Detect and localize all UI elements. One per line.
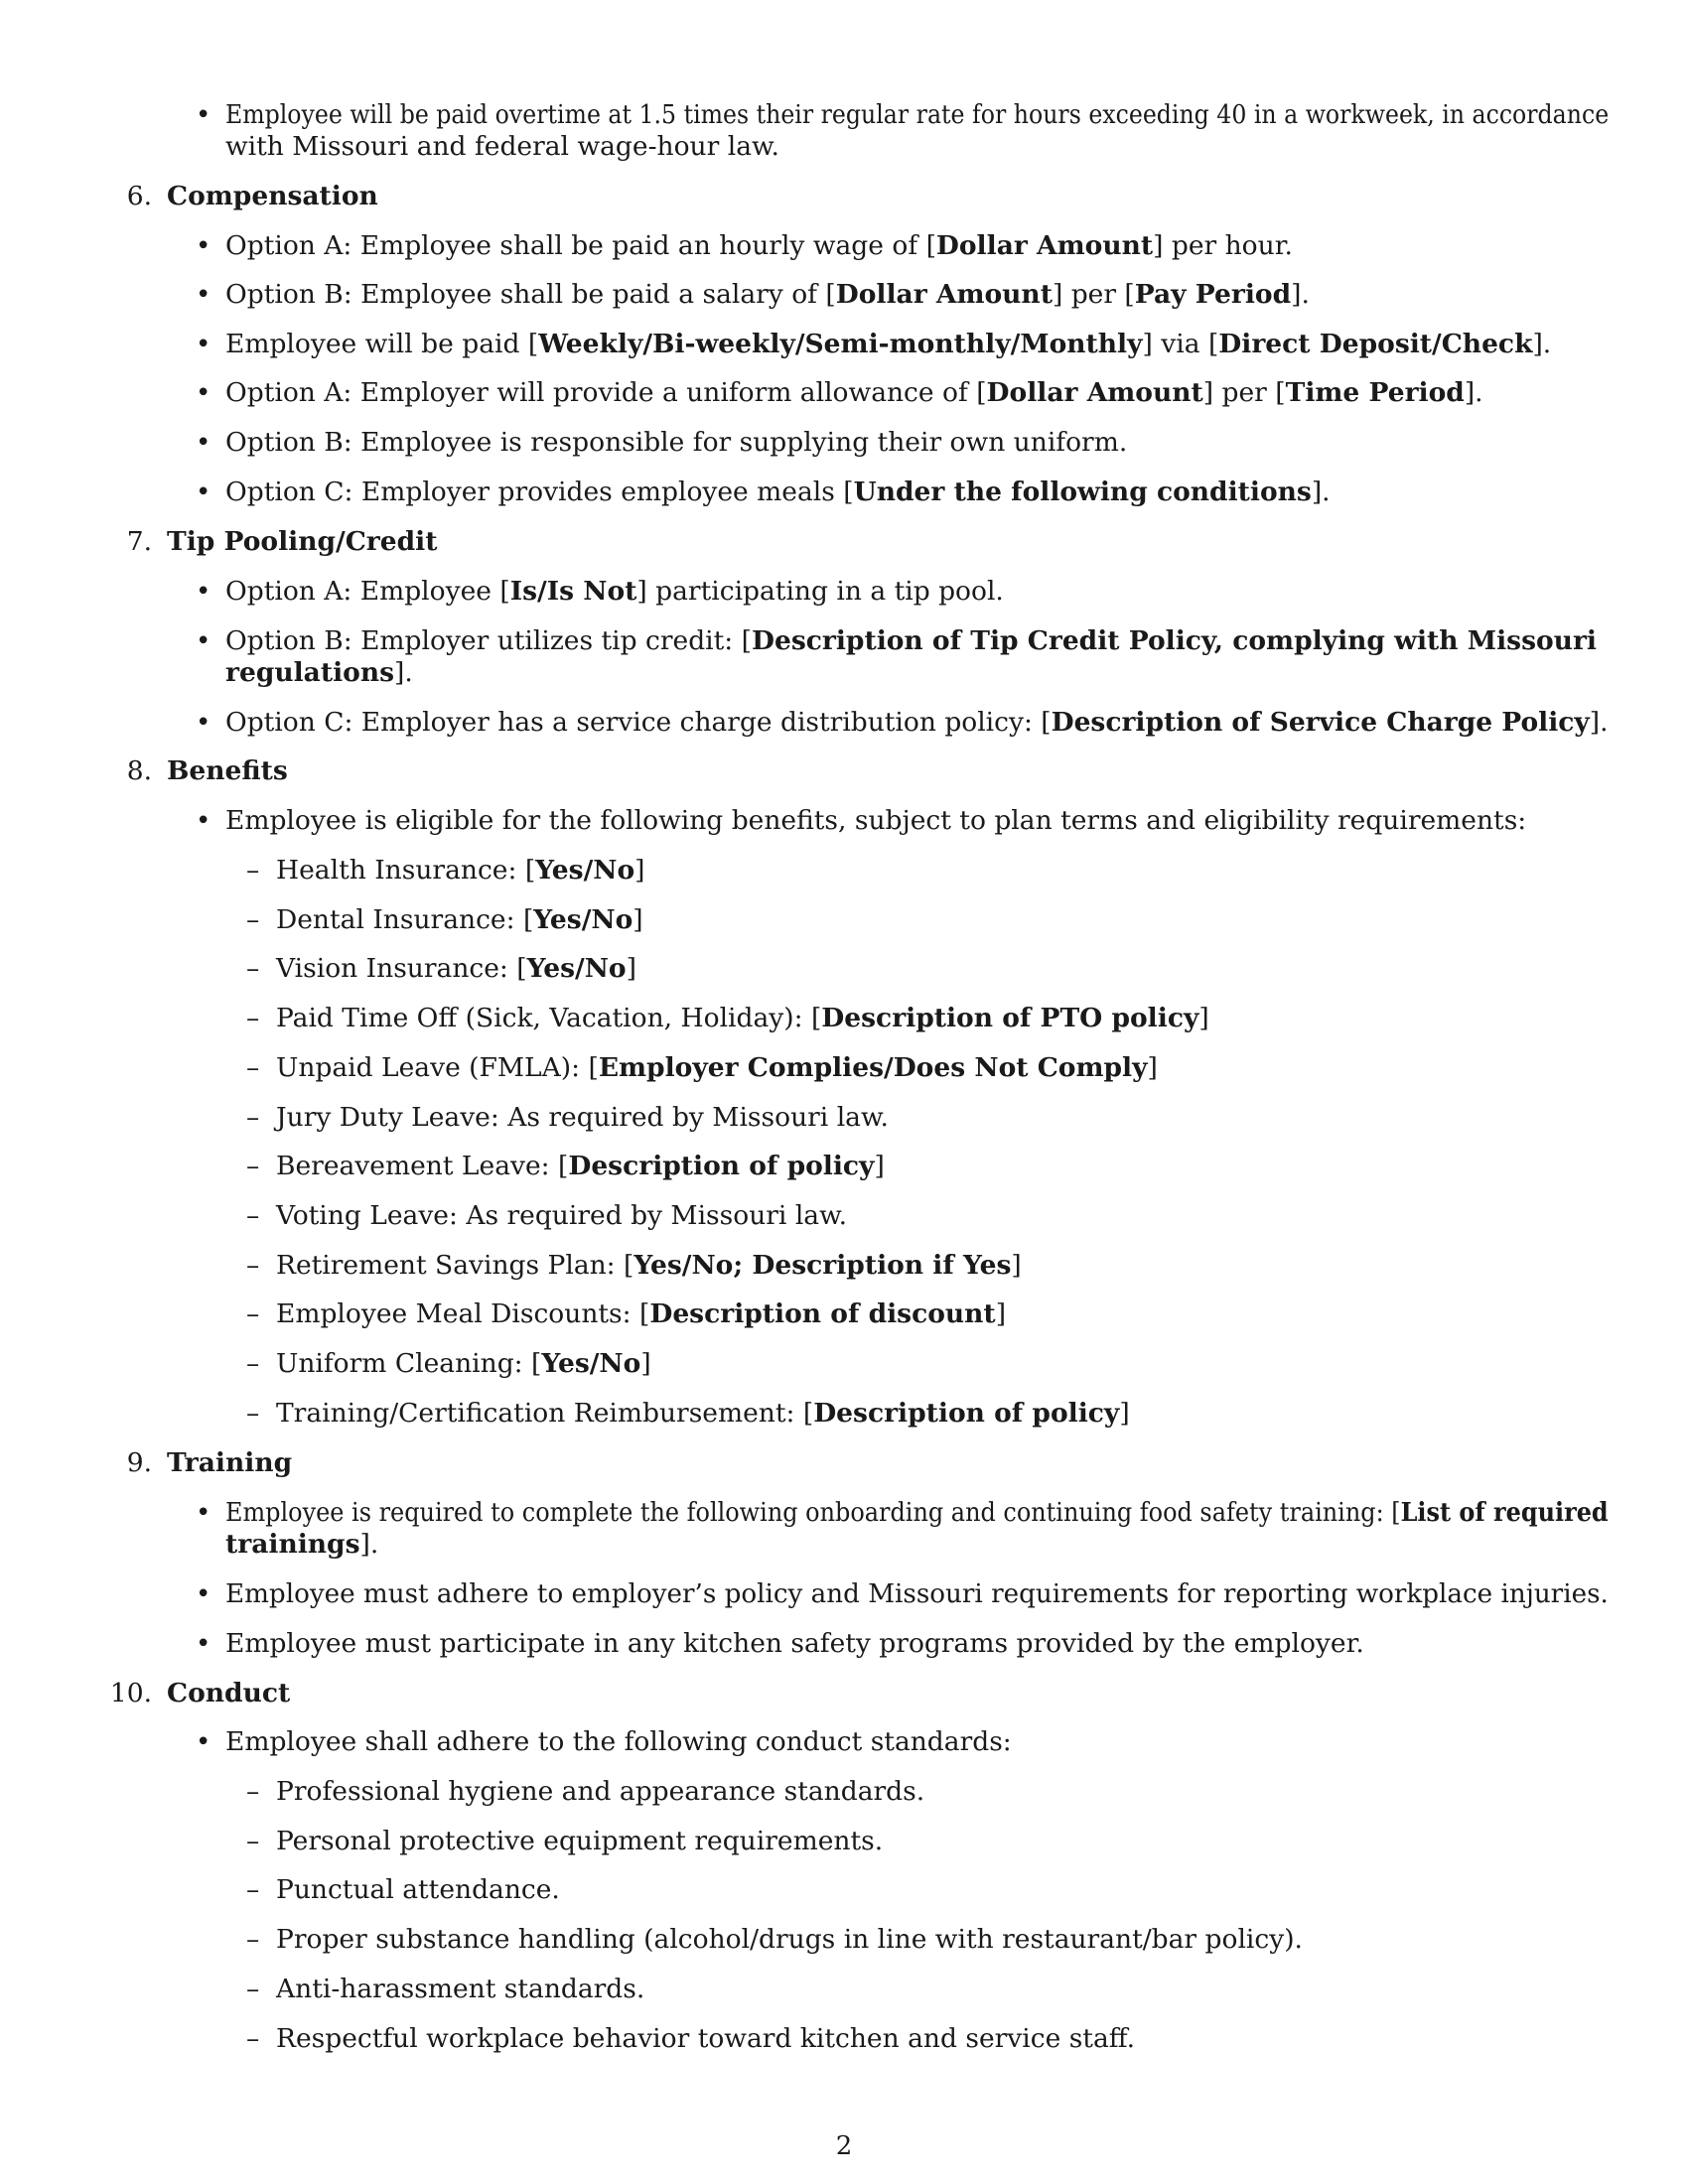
benefit-item: Paid Time Off (Sick, Vacation, Holiday): [Description of PTO policy] xyxy=(276,1003,1209,1033)
s6-item-1: Option A: Employee shall be paid an hourly wage of [Dollar Amount] per hour. xyxy=(225,230,1293,261)
bullet-icon: • xyxy=(196,1498,211,1528)
dash-icon: – xyxy=(246,855,260,886)
s7-item-1: Option A: Employee [Is/Is Not] participating in a tip pool. xyxy=(225,576,1004,607)
section-8-number: 8. xyxy=(126,755,152,786)
s9-item-1-cont: trainings]. xyxy=(225,1529,379,1560)
section-7-title: Tip Pooling/Credit xyxy=(167,526,438,557)
dash-icon: – xyxy=(246,1298,260,1329)
dash-icon: – xyxy=(246,1974,260,2004)
dash-icon: – xyxy=(246,1151,260,1181)
dash-icon: – xyxy=(246,1348,260,1379)
s10-intro: Employee shall adhere to the following conduct standards: xyxy=(225,1726,1012,1757)
bullet-icon: • xyxy=(196,1629,211,1659)
dash-icon: – xyxy=(246,1052,260,1083)
benefit-item: Health Insurance: [Yes/No] xyxy=(276,855,645,886)
dash-icon: – xyxy=(246,1398,260,1429)
bullet-icon: • xyxy=(196,708,211,738)
conduct-item: Personal protective equipment requirements. xyxy=(276,1826,884,1856)
section-8-title: Benefits xyxy=(167,755,288,786)
section-9-title: Training xyxy=(167,1447,293,1478)
dash-icon: – xyxy=(246,1003,260,1033)
benefit-item: Bereavement Leave: [Description of policy] xyxy=(276,1151,885,1181)
section-9-number: 9. xyxy=(126,1447,152,1478)
benefit-item: Jury Duty Leave: As required by Missouri law. xyxy=(276,1102,889,1133)
bullet-icon: • xyxy=(196,100,211,130)
benefit-item: Training/Certification Reimbursement: [Description of policy] xyxy=(276,1398,1130,1429)
bullet-icon: • xyxy=(196,626,211,656)
overtime-item: Employee will be paid overtime at 1.5 times their regular rate for hours exceeding 40 in a workweek, in accordance xyxy=(225,99,1610,130)
bullet-icon: • xyxy=(196,1579,211,1609)
s7-item-2: Option B: Employer utilizes tip credit: [Description of Tip Credit Policy, complying with Missouri xyxy=(225,625,1597,656)
bullet-icon: • xyxy=(196,330,211,359)
page-number: 2 xyxy=(835,2131,853,2161)
dash-icon: – xyxy=(246,953,260,984)
bullet-icon: • xyxy=(196,378,211,408)
s9-item-3: Employee must participate in any kitchen safety programs provided by the employer. xyxy=(225,1628,1364,1659)
benefit-item: Dental Insurance: [Yes/No] xyxy=(276,904,643,935)
bullet-icon: • xyxy=(196,231,211,261)
dash-icon: – xyxy=(246,1826,260,1856)
s6-item-5: Option B: Employee is responsible for supplying their own uniform. xyxy=(225,427,1128,458)
dash-icon: – xyxy=(246,1250,260,1281)
s6-item-2: Option B: Employee shall be paid a salary of [Dollar Amount] per [Pay Period]. xyxy=(225,279,1310,310)
section-10-number: 10. xyxy=(109,1678,152,1708)
benefit-item: Retirement Savings Plan: [Yes/No; Description if Yes] xyxy=(276,1250,1022,1281)
conduct-item: Professional hygiene and appearance standards. xyxy=(276,1776,925,1807)
s9-item-1: Employee is required to complete the following onboarding and continuing food safety training: [List of required xyxy=(225,1497,1609,1528)
benefit-item: Unpaid Leave (FMLA): [Employer Complies/Does Not Comply] xyxy=(276,1052,1158,1083)
dash-icon: – xyxy=(246,904,260,935)
conduct-item: Punctual attendance. xyxy=(276,1874,560,1905)
bullet-icon: • xyxy=(196,577,211,607)
section-6-number: 6. xyxy=(126,181,152,211)
bullet-icon: • xyxy=(196,1727,211,1757)
s6-item-3: Employee will be paid [Weekly/Bi-weekly/Semi-monthly/Monthly] via [Direct Deposit/Check]. xyxy=(225,329,1552,359)
s7-item-2-cont: regulations]. xyxy=(225,657,413,688)
benefit-item: Vision Insurance: [Yes/No] xyxy=(276,953,636,984)
benefit-item: Voting Leave: As required by Missouri law. xyxy=(276,1200,848,1231)
s8-intro: Employee is eligible for the following benefits, subject to plan terms and eligibility requirements: xyxy=(225,805,1527,836)
conduct-item: Respectful workplace behavior toward kitchen and service staff. xyxy=(276,2023,1136,2054)
section-7-number: 7. xyxy=(126,526,152,557)
s9-item-2: Employee must adhere to employer’s policy and Missouri requirements for reporting workplace injuries. xyxy=(225,1578,1609,1609)
conduct-item: Proper substance handling (alcohol/drugs in line with restaurant/bar policy). xyxy=(276,1924,1303,1955)
dash-icon: – xyxy=(246,1874,260,1905)
conduct-item: Anti-harassment standards. xyxy=(276,1974,645,2004)
s6-item-4: Option A: Employer will provide a uniform allowance of [Dollar Amount] per [Time Period]. xyxy=(225,377,1483,408)
bullet-icon: • xyxy=(196,478,211,507)
bullet-icon: • xyxy=(196,428,211,458)
section-10-title: Conduct xyxy=(167,1678,291,1708)
s6-item-6: Option C: Employer provides employee meals [Under the following conditions]. xyxy=(225,477,1331,507)
dash-icon: – xyxy=(246,1102,260,1133)
dash-icon: – xyxy=(246,1924,260,1955)
dash-icon: – xyxy=(246,2023,260,2054)
bullet-icon: • xyxy=(196,806,211,836)
dash-icon: – xyxy=(246,1200,260,1231)
benefit-item: Employee Meal Discounts: [Description of discount] xyxy=(276,1298,1007,1329)
section-6-title: Compensation xyxy=(167,181,378,211)
benefit-item: Uniform Cleaning: [Yes/No] xyxy=(276,1348,651,1379)
s7-item-3: Option C: Employer has a service charge distribution policy: [Description of Service Charge Policy]. xyxy=(225,707,1609,738)
dash-icon: – xyxy=(246,1776,260,1807)
bullet-icon: • xyxy=(196,280,211,310)
overtime-item-cont: with Missouri and federal wage-hour law. xyxy=(225,131,779,162)
